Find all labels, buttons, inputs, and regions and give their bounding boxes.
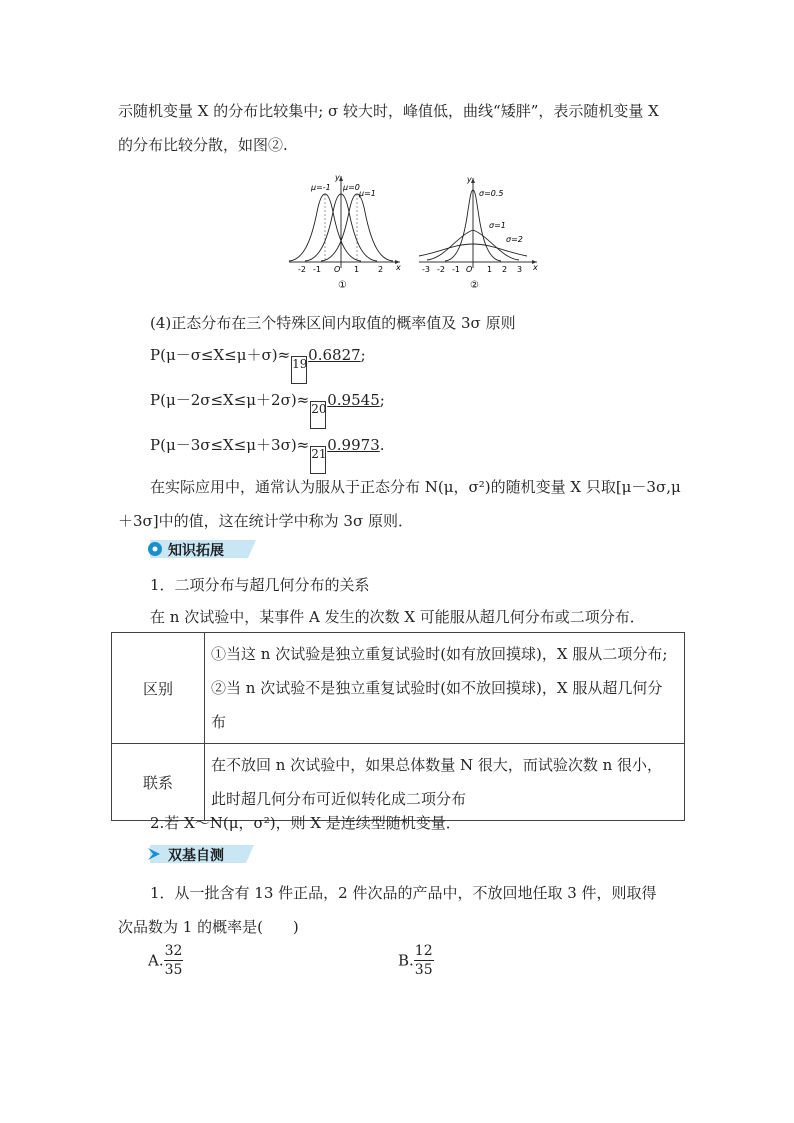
label-mu-0: μ=0: [343, 183, 360, 192]
prob-1sigma-value: 0.6827: [308, 346, 361, 364]
prob-2sigma-expr: P(μ－2σ≤X≤μ＋2σ)≈: [150, 391, 310, 409]
right-axis-x-label: x: [533, 263, 538, 272]
label-sigma-0-5: σ=0.5: [479, 189, 504, 198]
figure-right-sigma: [419, 175, 538, 291]
left-tick-origin: O: [334, 265, 341, 274]
answer-box-20: 20: [310, 401, 326, 429]
right-tick-2: 2: [502, 265, 508, 274]
knowledge-item-1: 1．二项分布与超几何分布的关系: [150, 576, 370, 594]
prob-2sigma: P(μ－2σ≤X≤μ＋2σ)≈ 200.9545;: [150, 389, 385, 429]
selftest-badge: [146, 842, 258, 864]
binomial-hypergeometric-table: [111, 632, 685, 821]
normal-curves-figure: [285, 172, 545, 294]
knowledge-badge-label: 知识拓展: [168, 543, 224, 559]
right-tick-neg2: -2: [437, 265, 445, 274]
table-row-difference: [112, 633, 685, 744]
option-b-fraction: $\frac{12}{35}$: [414, 943, 433, 978]
left-tick-1: 1: [354, 265, 360, 274]
prob-3sigma-expr: P(μ－3σ≤X≤μ＋3σ)≈: [150, 436, 310, 454]
prob-2sigma-value: 0.9545: [327, 391, 380, 409]
table-cell-connection: 在不放回 n 次试验中，如果总体数量 N 很大，而试验次数 n 很小， 此时超几何分布可近似转化成二项分布: [205, 744, 685, 821]
right-tick-neg3: -3: [422, 265, 430, 274]
option-a-fraction: $\frac{32}{35}$: [164, 943, 183, 978]
intro-line-1: 示随机变量 X 的分布比较集中; σ 较大时，峰值低，曲线“矮胖”，表示随机变量 X: [118, 102, 659, 120]
right-tick-1: 1: [487, 265, 493, 274]
left-caption: ①: [338, 280, 347, 291]
knowledge-item-2: 2.若 X～N(μ，σ²)，则 X 是连续型随机变量．: [150, 814, 461, 832]
right-tick-origin: O: [466, 265, 473, 274]
label-mu-1: μ=1: [359, 189, 376, 198]
question-1-line-2: 次品数为 1 的概率是( ): [118, 918, 299, 936]
left-axis-y-label: y: [335, 173, 340, 182]
knowledge-badge: [144, 538, 260, 560]
option-a-label: A.: [148, 951, 164, 970]
right-tick-3: 3: [517, 265, 523, 274]
figure-left-mu: [289, 173, 401, 291]
table-cell-difference: ①当这 n 次试验是独立重复试验时(如有放回摸球)，X 服从二项分布; ②当 n 次试验不是独立重复试验时(如不放回摸球)，X 服从超几何分 布: [205, 633, 685, 744]
left-tick-neg1: -1: [313, 265, 321, 274]
label-sigma-2: σ=2: [506, 235, 523, 244]
prob-3sigma: P(μ－3σ≤X≤μ＋3σ)≈ 210.9973.: [150, 434, 385, 474]
prob-1sigma: P(μ－σ≤X≤μ＋σ)≈ 190.6827;: [150, 344, 366, 384]
selftest-badge-label: 双基自测: [168, 848, 224, 864]
right-axis-y-label: y: [467, 175, 472, 184]
question-1-line-1: 1．从一批含有 13 件正品，2 件次品的产品中，不放回地任取 3 件，则取得: [150, 884, 657, 902]
left-tick-neg2: -2: [298, 265, 306, 274]
option-a[interactable]: [148, 942, 183, 979]
table-head-connection: 联系: [112, 744, 205, 821]
section4-title: (4)正态分布在三个特殊区间内取值的概率值及 3σ 原则: [150, 314, 516, 332]
prob-1sigma-expr: P(μ－σ≤X≤μ＋σ)≈: [150, 346, 291, 364]
label-mu-neg1: μ=-1: [311, 183, 331, 192]
right-caption: ②: [470, 280, 479, 291]
option-b[interactable]: [398, 942, 434, 979]
answer-box-21: 21: [310, 446, 326, 474]
intro-line-2: 的分布比较分散，如图②.: [118, 136, 288, 154]
table-head-difference: 区别: [112, 633, 205, 744]
rule-3sigma-line-1: 在实际应用中，通常认为服从于正态分布 N(μ，σ²)的随机变量 X 只取[μ－3σ,μ: [150, 478, 681, 496]
rule-3sigma-line-2: ＋3σ]中的值，这在统计学中称为 3σ 原则．: [118, 512, 413, 530]
prob-3sigma-value: 0.9973: [327, 436, 380, 454]
knowledge-desc: 在 n 次试验中，某事件 A 发生的次数 X 可能服从超几何分布或二项分布．: [150, 608, 645, 626]
answer-box-19: 19: [291, 356, 307, 384]
right-tick-neg1: -1: [452, 265, 460, 274]
left-tick-2: 2: [378, 265, 384, 274]
option-b-label: B.: [398, 951, 414, 970]
left-axis-x-label: x: [396, 263, 401, 272]
table-row-connection: [112, 744, 685, 821]
label-sigma-1: σ=1: [489, 221, 506, 230]
